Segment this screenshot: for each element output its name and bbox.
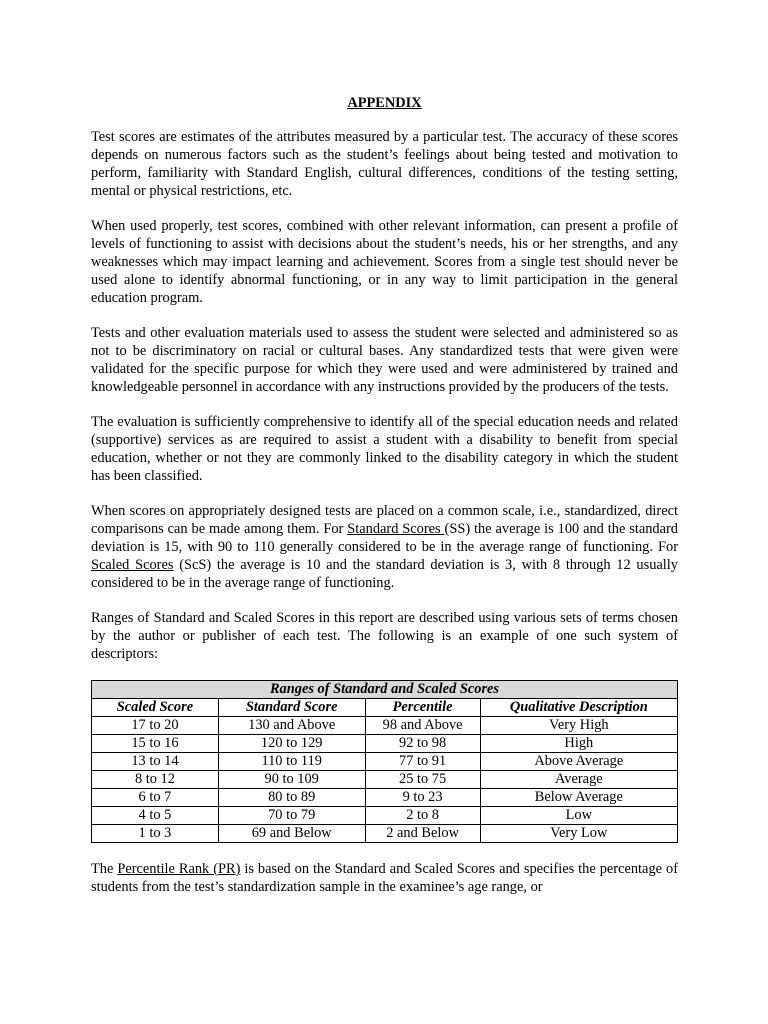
header-qualitative-description: Qualitative Description xyxy=(480,699,677,717)
table-caption: Ranges of Standard and Scaled Scores xyxy=(92,681,678,699)
cell-standard-score: 69 and Below xyxy=(218,825,365,843)
cell-scaled-score: 1 to 3 xyxy=(92,825,219,843)
paragraph-ranges-intro: Ranges of Standard and Scaled Scores in this report are described using various sets of terms chosen by the author or publisher of each test. The following is an example of one such system of descriptors: xyxy=(91,610,678,662)
cell-scaled-score: 4 to 5 xyxy=(92,807,219,825)
paragraph-proper-use: When used properly, test scores, combined with other relevant information, can present a profile of levels of functioning to assist with decisions about the student’s needs, his or her strengths, and any weaknesses which may impact learning and achievement. Scores from a single test should never be used alone to identify abnormal functioning, or in any way to limit participation in the general education program. xyxy=(91,218,678,306)
cell-scaled-score: 8 to 12 xyxy=(92,771,219,789)
cell-qualitative-description: Low xyxy=(480,807,677,825)
score-ranges-table xyxy=(91,680,678,843)
paragraph-standardized-scores xyxy=(91,502,678,592)
paragraph-percentile-rank xyxy=(91,860,678,896)
text-segment: (SS) the average is 100 and the standard deviation is 15, with 90 to 110 generally considered to be in the average range of functioning. For xyxy=(91,521,678,555)
table-caption-row xyxy=(92,681,678,699)
cell-scaled-score: 15 to 16 xyxy=(92,735,219,753)
document-body xyxy=(91,94,678,913)
cell-qualitative-description: Very Low xyxy=(480,825,677,843)
cell-percentile: 77 to 91 xyxy=(365,753,480,771)
cell-standard-score: 130 and Above xyxy=(218,717,365,735)
table-row xyxy=(92,825,678,843)
table-row xyxy=(92,753,678,771)
cell-percentile: 92 to 98 xyxy=(365,735,480,753)
cell-percentile: 2 to 8 xyxy=(365,807,480,825)
cell-percentile: 98 and Above xyxy=(365,717,480,735)
header-percentile: Percentile xyxy=(365,699,480,717)
table-row xyxy=(92,771,678,789)
cell-standard-score: 90 to 109 xyxy=(218,771,365,789)
cell-standard-score: 80 to 89 xyxy=(218,789,365,807)
cell-scaled-score: 17 to 20 xyxy=(92,717,219,735)
cell-scaled-score: 13 to 14 xyxy=(92,753,219,771)
cell-standard-score: 110 to 119 xyxy=(218,753,365,771)
cell-scaled-score: 6 to 7 xyxy=(92,789,219,807)
paragraph-comprehensive-evaluation: The evaluation is sufficiently comprehensive to identify all of the special education needs and related (supportive) services as are required to assist a student with a disability to benefit from special education, whether or not they are commonly linked to the disability category in which the student has been classified. xyxy=(91,414,678,484)
cell-percentile: 2 and Below xyxy=(365,825,480,843)
table-row xyxy=(92,717,678,735)
text-segment: (ScS) the average is 10 and the standard deviation is 3, with 8 through 12 usually considered to be in the average range of functioning. xyxy=(91,557,679,591)
cell-percentile: 9 to 23 xyxy=(365,789,480,807)
table-row xyxy=(92,789,678,807)
text-segment: The xyxy=(91,861,118,877)
header-scaled-score: Scaled Score xyxy=(92,699,219,717)
table-row xyxy=(92,735,678,753)
scaled-scores-term: Scaled Scores xyxy=(91,557,174,573)
cell-standard-score: 70 to 79 xyxy=(218,807,365,825)
paragraph-test-scores: Test scores are estimates of the attributes measured by a particular test. The accuracy of these scores depends on numerous factors such as the student’s feelings about being tested and motivation to perform, familiarity with Standard English, cultural differences, conditions of the testing setting, mental or physical restrictions, etc. xyxy=(91,129,678,199)
table-row xyxy=(92,807,678,825)
cell-qualitative-description: Very High xyxy=(480,717,677,735)
cell-standard-score: 120 to 129 xyxy=(218,735,365,753)
paragraph-evaluation-materials: Tests and other evaluation materials used to assess the student were selected and administered so as not to be discriminatory on racial or cultural bases. Any standardized tests that were given were validated for the specific purpose for which they were used and were administered by trained and knowledgeable personnel in accordance with any instructions provided by the producers of the tests. xyxy=(91,325,678,395)
cell-percentile: 25 to 75 xyxy=(365,771,480,789)
cell-qualitative-description: Above Average xyxy=(480,753,677,771)
table-header-row xyxy=(92,699,678,717)
text-segment: is based on the Standard and Scaled Scores and specifies the percentage of students from the test’s standardization sample in the examinee’s age range, or xyxy=(91,861,678,895)
header-standard-score: Standard Score xyxy=(218,699,365,717)
percentile-rank-term: Percentile Rank (PR) xyxy=(117,861,241,877)
appendix-title: APPENDIX xyxy=(347,95,422,111)
cell-qualitative-description: Below Average xyxy=(480,789,677,807)
cell-qualitative-description: Average xyxy=(480,771,677,789)
cell-qualitative-description: High xyxy=(480,735,677,753)
text-segment: When scores on appropriately designed tests are placed on a common scale, i.e., standardized, direct comparisons can be made among them. For xyxy=(91,503,678,537)
standard-scores-term: Standard Scores xyxy=(347,521,445,537)
